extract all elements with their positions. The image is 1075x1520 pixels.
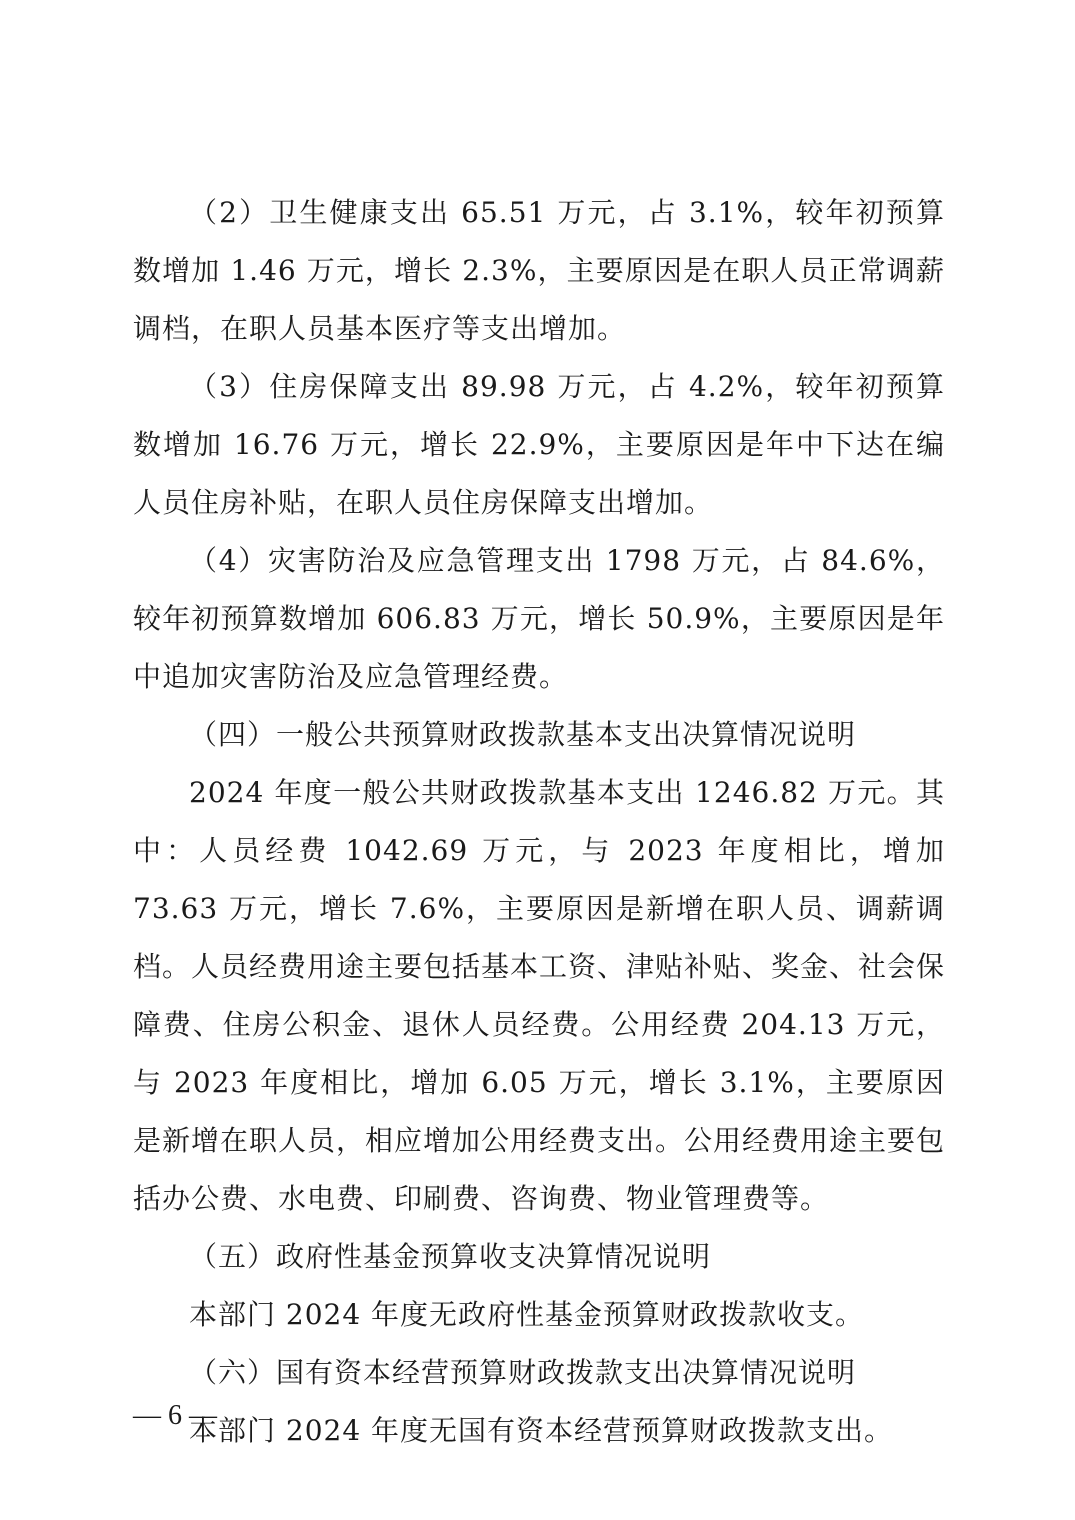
section-heading-basic-expenditure: （四）一般公共预算财政拨款基本支出决算情况说明 — [189, 718, 857, 751]
section-heading-state-capital: （六）国有资本经营预算财政拨款支出决算情况说明 — [189, 1356, 857, 1389]
paragraph-health-expenditure: （2）卫生健康支出 65.51 万元，占 3.1%，较年初预算数增加 1.46 万元，增长 2.3%，主要原因是在职人员正常调薪调档，在职人员基本医疗等支出增加。 — [133, 196, 945, 345]
paragraph-disaster-expenditure: （4）灾害防治及应急管理支出 1798 万元，占 84.6%，较年初预算数增加 606.83 万元，增长 50.9%，主要原因是年中追加灾害防治及应急管理经费。 — [133, 544, 945, 693]
section-heading-government-fund: （五）政府性基金预算收支决算情况说明 — [189, 1240, 712, 1273]
document-body — [133, 184, 945, 1460]
paragraph-government-fund: 本部门 2024 年度无政府性基金预算财政拨款收支。 — [189, 1298, 865, 1331]
paragraph-basic-expenditure: 2024 年度一般公共财政拨款基本支出 1246.82 万元。其中：人员经费 1042.69 万元，与 2023 年度相比，增加 73.63 万元，增长 7.6%，主要原因是新增在职人员、调薪调档。人员经费用途主要包括基本工资、津贴补贴、奖金、社会保障费、住房公积金、退休人员经费。公用经费 204.13 万元，与 2023 年度相比，增加 6.05 万元，增长 3.1%，主要原因是新增在职人员，相应增加公用经费支出。公用经费用途主要包括办公费、水电费、印刷费、咨询费、物业管理费等。 — [133, 776, 946, 1215]
page-number: — 6 — — [133, 1400, 217, 1431]
paragraph-state-capital: 本部门 2024 年度无国有资本经营预算财政拨款支出。 — [189, 1414, 894, 1447]
paragraph-housing-expenditure: （3）住房保障支出 89.98 万元，占 4.2%，较年初预算数增加 16.76 万元，增长 22.9%，主要原因是年中下达在编人员住房补贴，在职人员住房保障支出增加。 — [133, 370, 945, 519]
